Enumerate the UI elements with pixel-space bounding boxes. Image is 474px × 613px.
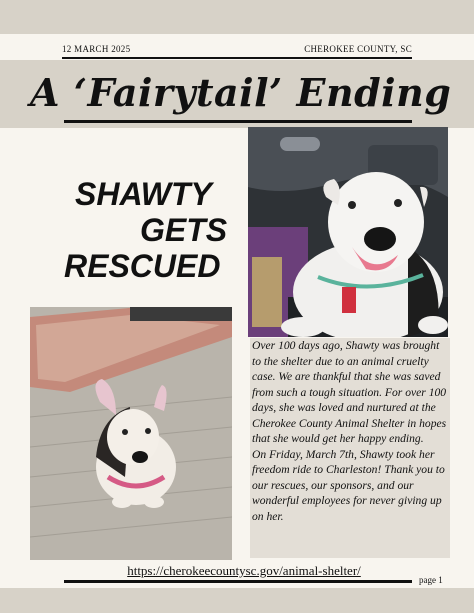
- page-number: page 1: [419, 575, 443, 585]
- article-paragraph: Over 100 days ago, Shawty was brought to the shelter due to an animal cruelty case. We are thankful that she was saved from such a tough situation. For over 100 days, she was loved and nurtured at the Cherokee County Animal Shelter in hopes that she would get her happy ending.: [252, 339, 447, 445]
- dog-in-car-photo: [248, 127, 448, 337]
- article-paragraph: On Friday, March 7th, Shawty took her freedom ride to Charleston! Thank you to our rescues, our sponsors, and our wonderful employees for never giving up on her.: [252, 447, 445, 523]
- top-rule: [62, 57, 412, 59]
- footer-rule: [64, 580, 412, 583]
- shelter-website-link[interactable]: https://cherokeecountysc.gov/animal-shelter/: [127, 563, 361, 578]
- issue-date: 12 MARCH 2025: [62, 44, 131, 54]
- dog-in-car-image: [248, 127, 448, 337]
- headline-line-3: RESCUED: [64, 248, 221, 284]
- masthead-title: A ‘Fairytail’ Ending: [30, 70, 452, 115]
- headline-line-2: GETS: [140, 212, 228, 248]
- dog-on-floor-image: [30, 307, 232, 560]
- bottom-band: [0, 588, 474, 613]
- article-body: [250, 338, 450, 558]
- issue-location: CHEROKEE COUNTY, SC: [304, 44, 412, 54]
- masthead-rule: [64, 120, 412, 123]
- top-band: [0, 0, 474, 34]
- dog-with-bunny-ears-photo: [30, 307, 232, 560]
- headline-line-1: SHAWTY: [75, 176, 212, 212]
